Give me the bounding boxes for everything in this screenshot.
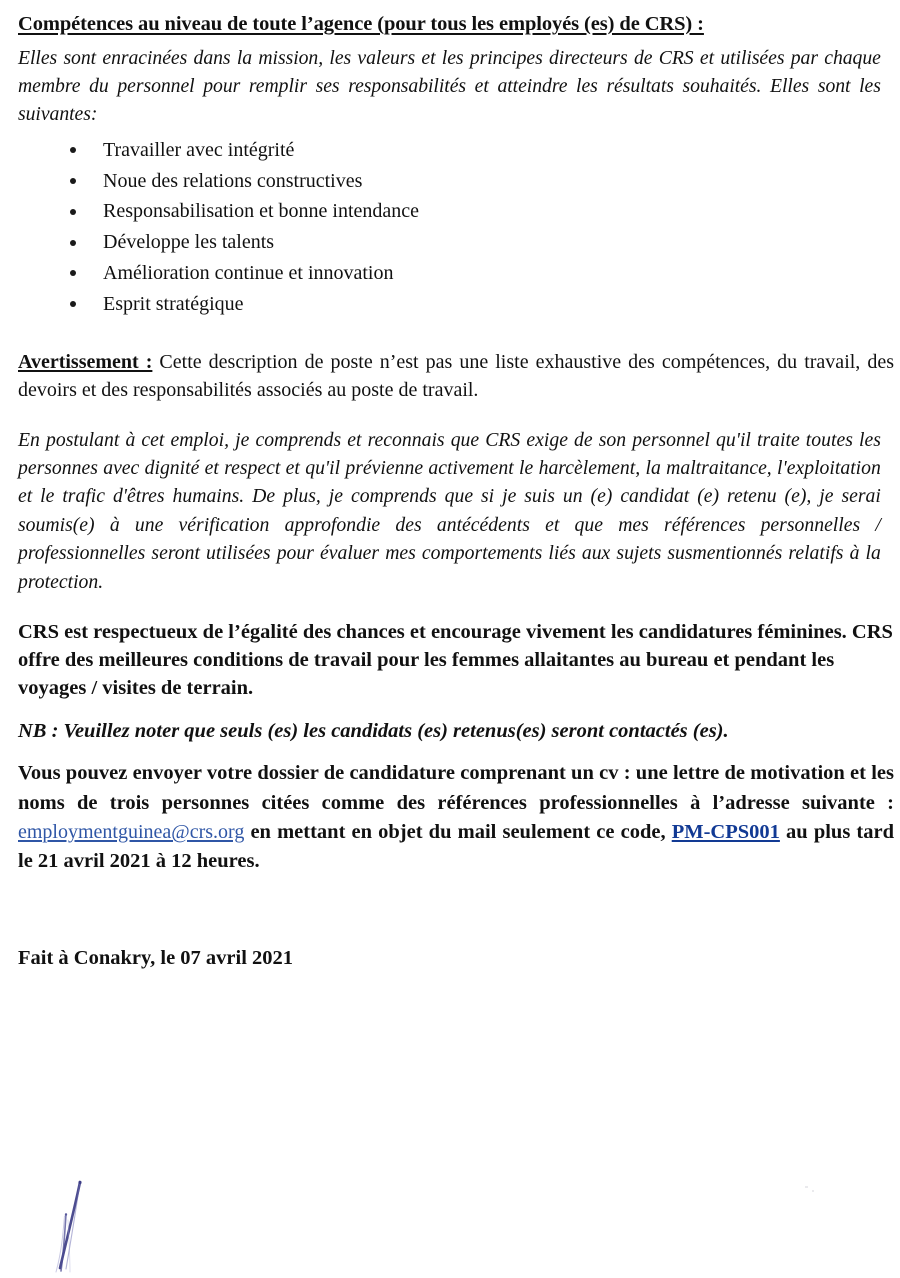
list-item-label: Amélioration continue et innovation xyxy=(103,261,394,284)
document-body xyxy=(18,12,894,972)
bullet-icon xyxy=(70,301,76,307)
bullet-icon xyxy=(70,147,76,153)
scan-artifact xyxy=(812,1190,814,1192)
acknowledgement-paragraph: En postulant à cet emploi, je comprends et reconnais que CRS exige de son personnel qu'il traite toutes les personnes avec dignité et respect et qu'il prévienne activement le harcèlement, la maltraitance, l'exploitation et le trafic d'êtres humains. De plus, je comprends que si je suis un (e) candidat (e) retenu (e), je serai soumis(e) à une vérification approfondie des antécédents et que mes références personnelles / professionnelles seront utilisées pour évaluer mes comportements liés aux sujets susmentionnés relatifs à la protection. xyxy=(18,428,881,593)
job-code-reference[interactable]: PM-CPS001 xyxy=(671,820,780,843)
disclaimer-text: Cette description de poste n’est pas une liste exhaustive des compétences, du travail, des devoirs et des responsabilités associés au poste de travail. xyxy=(18,350,894,401)
nb-note: NB : Veuillez noter que seuls (es) les candidats (es) retenus(es) seront contactés (es). xyxy=(18,719,729,742)
handwritten-signature-icon xyxy=(44,1168,164,1273)
list-item-label: Responsabilisation et bonne intendance xyxy=(103,200,420,223)
spacer xyxy=(18,910,894,944)
list-item xyxy=(18,258,894,289)
disclaimer-paragraph xyxy=(18,348,894,404)
spacer xyxy=(18,320,894,348)
section-heading-competences: Compétences au niveau de toute l’agence (pour tous les employés (es) de CRS) : xyxy=(18,13,704,35)
application-text-part3: au plus tard le 21 avril 2021 à 12 heures. xyxy=(18,820,894,872)
list-item xyxy=(18,196,894,227)
bullet-icon xyxy=(70,209,76,215)
competencies-list xyxy=(18,135,894,320)
application-text-part2: en mettant en objet du mail seulement ce code, xyxy=(244,820,672,843)
list-item-label: Esprit stratégique xyxy=(103,292,244,315)
spacer xyxy=(18,596,894,618)
spacer xyxy=(18,745,894,759)
list-item xyxy=(18,227,894,258)
intro-paragraph: Elles sont enracinées dans la mission, les valeurs et les principes directeurs de CRS et utilisées par chaque membre du personnel pour remplir ses responsabilités et atteindre les résultats souhaités. Elles sont les suivantes: xyxy=(18,46,881,126)
application-instructions xyxy=(18,759,894,875)
bullet-icon xyxy=(70,270,76,276)
bullet-icon xyxy=(70,178,76,184)
spacer xyxy=(18,703,894,717)
list-item-label: Développe les talents xyxy=(103,231,275,254)
equal-opportunity-paragraph: CRS est respectueux de l’égalité des chances et encourage vivement les candidatures féminines. CRS offre des meilleures conditions de travail pour les femmes allaitantes au bureau et pendant les voyages / visites de terrain. xyxy=(18,620,893,700)
spacer xyxy=(18,876,894,910)
email-link[interactable]: employmentguinea@crs.org xyxy=(18,820,245,843)
list-item xyxy=(18,135,894,166)
application-text-part1: Vous pouvez envoyer votre dossier de candidature comprenant un cv : une lettre de motivation et les noms de trois personnes citées comme des références professionnelles à l’adresse suivante : xyxy=(18,762,894,814)
scan-artifact xyxy=(805,1186,808,1188)
signature-mark xyxy=(44,1168,164,1273)
list-item-label: Travailler avec intégrité xyxy=(103,138,295,161)
spacer xyxy=(18,404,894,426)
list-item xyxy=(18,289,894,320)
bullet-icon xyxy=(70,240,76,246)
place-and-date: Fait à Conakry, le 07 avril 2021 xyxy=(18,946,294,969)
disclaimer-label: Avertissement : xyxy=(18,350,153,373)
list-item-label: Noue des relations constructives xyxy=(103,169,363,192)
list-item xyxy=(18,166,894,197)
